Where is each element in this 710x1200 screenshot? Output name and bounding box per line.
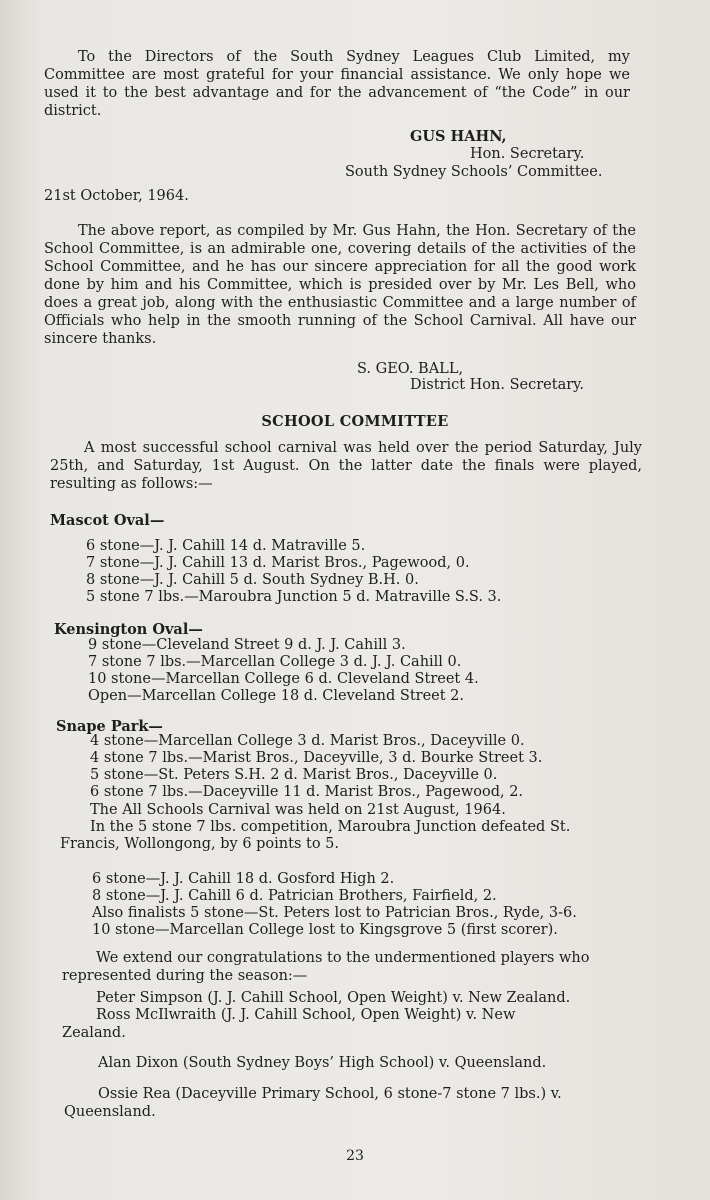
page-number: 23 bbox=[346, 1148, 364, 1164]
result-line: 4 stone—Marcellan College 3 d. Marist Bros., Daceyville 0. bbox=[90, 733, 525, 749]
result-line: 5 stone 7 lbs.—Maroubra Junction 5 d. Matraville S.S. 3. bbox=[86, 589, 502, 605]
venue-results bbox=[86, 538, 501, 606]
player-entry: Ossie Rea (Daceyville Primary School, 6 stone-7 stone 7 lbs.) v. bbox=[98, 1086, 562, 1102]
player-entry-continuation: Zealand. bbox=[62, 1025, 126, 1041]
player-entry: Alan Dixon (South Sydney Boys’ High School) v. Queensland. bbox=[98, 1055, 547, 1071]
letter-date: 21st October, 1964. bbox=[44, 188, 189, 204]
result-line: 5 stone—St. Peters S.H. 2 d. Marist Bros., Daceyville 0. bbox=[90, 767, 498, 783]
letter-paragraph-block bbox=[44, 48, 630, 120]
all-schools-line: The All Schools Carnival was held on 21st August, 1964. bbox=[90, 802, 506, 818]
result-line: 6 stone—J. J. Cahill 18 d. Gosford High 2. bbox=[92, 871, 395, 887]
venue-results bbox=[90, 733, 542, 801]
more-results bbox=[92, 871, 577, 939]
result-line: 9 stone—Cleveland Street 9 d. J. J. Cahill 3. bbox=[88, 637, 406, 653]
result-line: 4 stone 7 lbs.—Marist Bros., Daceyville, 3 d. Bourke Street 3. bbox=[90, 750, 543, 766]
result-line: 10 stone—Marcellan College lost to Kingsgrove 5 (first scorer). bbox=[92, 922, 558, 938]
letter-signatory-name: GUS HAHN, bbox=[410, 128, 507, 145]
report-signatory-title: District Hon. Secretary. bbox=[410, 377, 585, 393]
section-intro: A most successful school carnival was held over the period Saturday, July 25th, and Saturday, 1st August. On the latter date the finals were played, resulting as follows:— bbox=[50, 440, 642, 492]
all-schools-continuation bbox=[60, 836, 339, 853]
result-line: 7 stone—J. J. Cahill 13 d. Marist Bros., Pagewood, 0. bbox=[86, 555, 470, 571]
result-line: Open—Marcellan College 18 d. Cleveland Street 2. bbox=[88, 688, 465, 704]
result-line: 10 stone—Marcellan College 6 d. Cleveland Street 4. bbox=[88, 671, 479, 687]
result-line: 8 stone—J. J. Cahill 5 d. South Sydney B.H. 0. bbox=[86, 572, 419, 588]
all-schools-line: Francis, Wollongong, by 6 points to 5. bbox=[60, 836, 340, 852]
venue-results bbox=[88, 637, 479, 705]
player-entry: Peter Simpson (J. J. Cahill School, Open Weight) v. New Zealand. bbox=[96, 990, 571, 1006]
player-entry-continuation: Queensland. bbox=[64, 1104, 156, 1120]
player-entry: Ross McIlwraith (J. J. Cahill School, Open Weight) v. New bbox=[96, 1007, 516, 1023]
report-signatory-name: S. GEO. BALL, bbox=[357, 361, 464, 377]
result-line: Also finalists 5 stone—St. Peters lost to Patrician Bros., Ryde, 3-6. bbox=[92, 905, 577, 921]
result-line: 8 stone—J. J. Cahill 6 d. Patrician Brothers, Fairfield, 2. bbox=[92, 888, 497, 904]
letter-signatory-org: South Sydney Schools’ Committee. bbox=[345, 164, 603, 180]
all-schools-line: In the 5 stone 7 lbs. competition, Maroubra Junction defeated St. bbox=[90, 819, 571, 835]
letter-paragraph: To the Directors of the South Sydney Leagues Club Limited, my Committee are most grateful for your financial assistance. We only hope we used it to the best advantage and for the advancement of “the Code” in our district. bbox=[44, 49, 630, 119]
congrats-line-1: We extend our congratulations to the undermentioned players who bbox=[96, 950, 590, 966]
result-line: 6 stone—J. J. Cahill 14 d. Matraville 5. bbox=[86, 538, 366, 554]
venue-heading: Snape Park— bbox=[56, 718, 163, 735]
venue-heading: Mascot Oval— bbox=[50, 512, 165, 529]
section-heading: SCHOOL COMMITTEE bbox=[261, 413, 449, 430]
letter-signatory-title: Hon. Secretary. bbox=[470, 146, 585, 162]
congrats-line-2: represented during the season:— bbox=[62, 968, 308, 984]
result-line: 7 stone 7 lbs.—Marcellan College 3 d. J. J. Cahill 0. bbox=[88, 654, 462, 670]
all-schools-block bbox=[90, 802, 570, 836]
result-line: 6 stone 7 lbs.—Daceyville 11 d. Marist Bros., Pagewood, 2. bbox=[90, 784, 524, 800]
report-paragraph: The above report, as compiled by Mr. Gus Hahn, the Hon. Secretary of the School Committee, is an admirable one, covering details of the activities of the School Committee, and he has our sincere appreciation for all the good work done by him and his Committee, which is presided over by Mr. Les Bell, who does a great job, along with the enthusiastic Committee and a large number of Officials who help in the smooth running of the School Carnival. All have our sincere thanks. bbox=[44, 223, 636, 347]
venue-heading: Kensington Oval— bbox=[54, 621, 203, 638]
